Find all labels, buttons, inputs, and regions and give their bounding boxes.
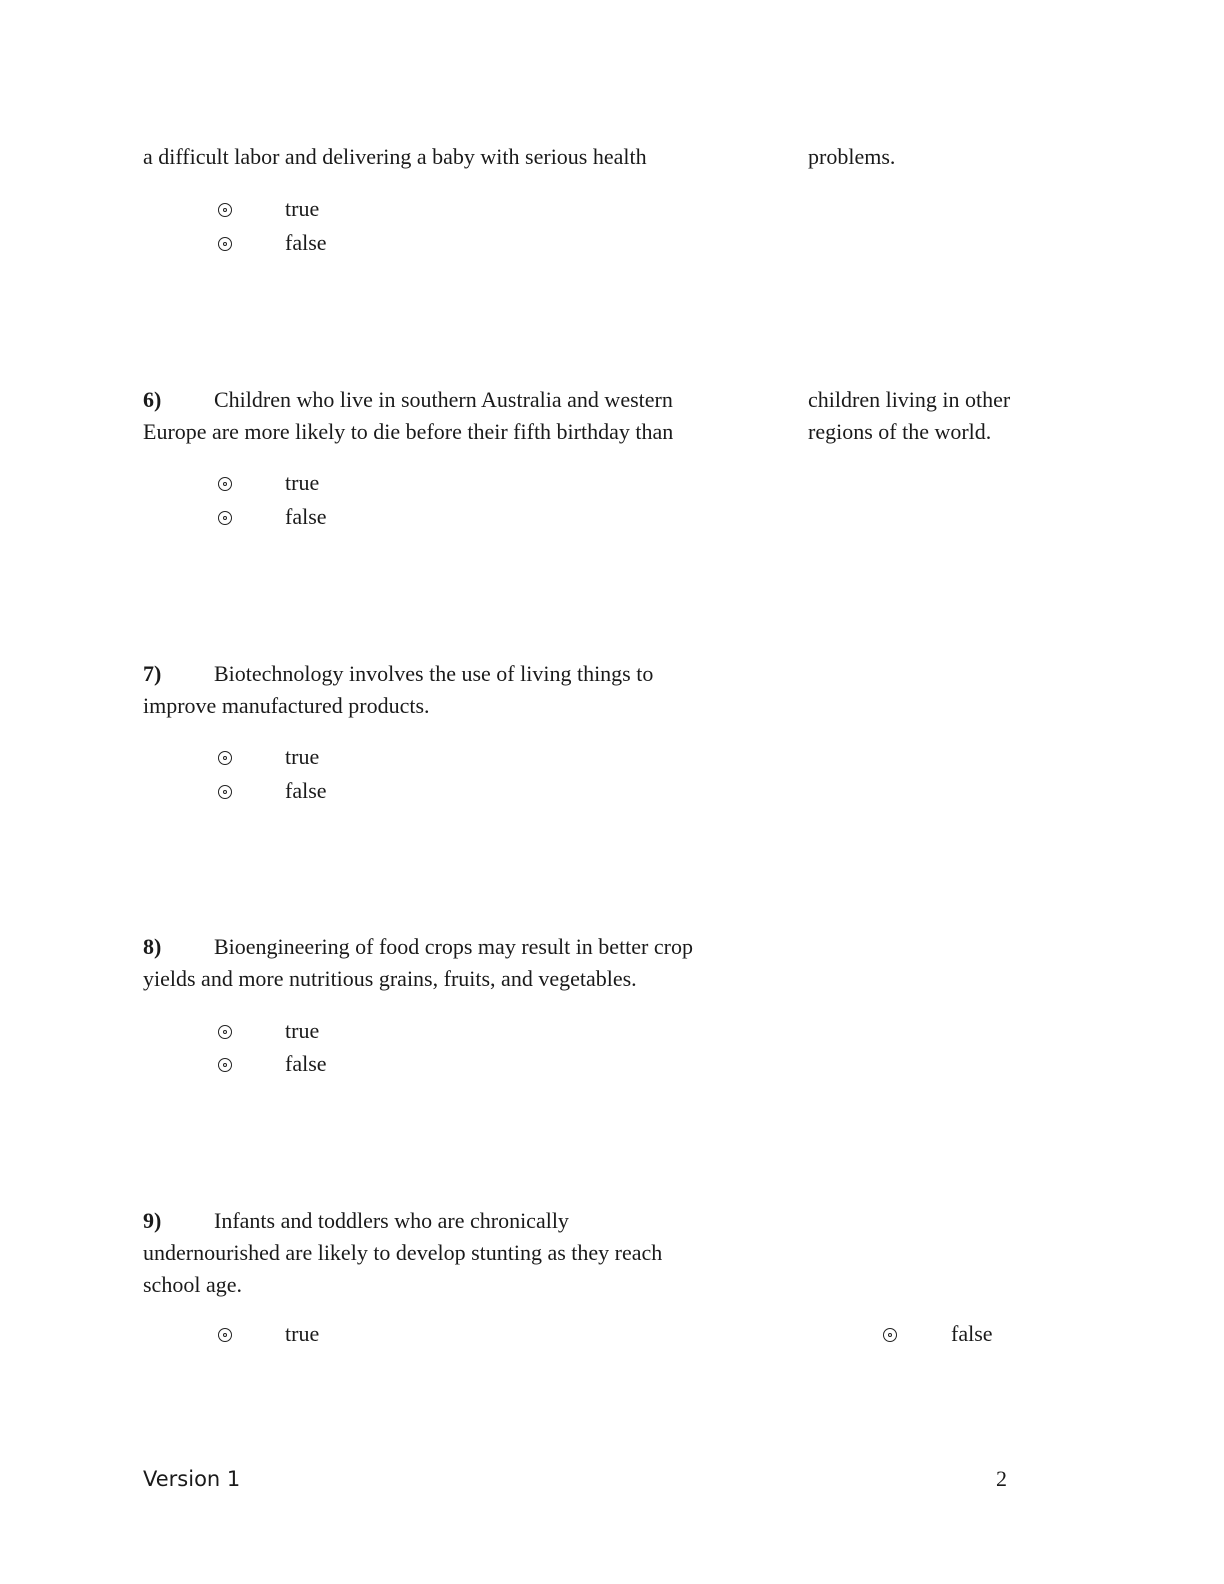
question-number: 9) bbox=[143, 1208, 162, 1233]
option-label-q5-true: true bbox=[285, 196, 320, 221]
option-label-q5-false: false bbox=[285, 230, 327, 255]
radio-q9-false[interactable] bbox=[883, 1328, 897, 1342]
option-label-q8-false: false bbox=[285, 1051, 327, 1076]
radio-q8-false[interactable] bbox=[218, 1058, 232, 1072]
question-number: 6) bbox=[143, 387, 162, 412]
radio-q8-true[interactable] bbox=[218, 1025, 232, 1039]
radio-q6-false[interactable] bbox=[218, 511, 232, 525]
question-number: 8) bbox=[143, 934, 162, 959]
question-8-text-line-2: yields and more nutritious grains, fruits, and vegetables. bbox=[143, 966, 637, 991]
footer-version: Version 1 bbox=[143, 1467, 241, 1491]
question-6-text-line-1: Children who live in southern Australia and western bbox=[214, 387, 673, 412]
radio-q7-true[interactable] bbox=[218, 751, 232, 765]
question-9-text-line-3: school age. bbox=[143, 1272, 242, 1297]
question-8-text-line-1: Bioengineering of food crops may result in better crop bbox=[214, 934, 693, 959]
radio-q6-true[interactable] bbox=[218, 477, 232, 491]
option-label-q7-false: false bbox=[285, 778, 327, 803]
question-6-text-line-2: Europe are more likely to die before their fifth birthday than bbox=[143, 419, 674, 444]
question-number: 7) bbox=[143, 661, 162, 686]
option-label-q9-false: false bbox=[951, 1321, 993, 1346]
page-number: 2 bbox=[996, 1466, 1007, 1491]
radio-q5-false[interactable] bbox=[218, 237, 232, 251]
question-6-text-right-1: children living in other bbox=[808, 387, 1011, 412]
option-label-q8-true: true bbox=[285, 1018, 320, 1043]
option-label-q6-false: false bbox=[285, 504, 327, 529]
question-7-text-line-2: improve manufactured products. bbox=[143, 693, 430, 718]
question-9-text-line-1: Infants and toddlers who are chronically bbox=[214, 1208, 569, 1233]
radio-q5-true[interactable] bbox=[218, 203, 232, 217]
question-5-text-right-1: problems. bbox=[808, 144, 896, 169]
question-9-text-line-2: undernourished are likely to develop stunting as they reach bbox=[143, 1240, 663, 1265]
option-label-q7-true: true bbox=[285, 744, 320, 769]
question-5-text-line-1: a difficult labor and delivering a baby with serious health bbox=[143, 144, 647, 169]
question-6-text-right-2: regions of the world. bbox=[808, 419, 992, 444]
option-label-q6-true: true bbox=[285, 470, 320, 495]
radio-q7-false[interactable] bbox=[218, 785, 232, 799]
question-7-text-line-1: Biotechnology involves the use of living things to bbox=[214, 661, 654, 686]
radio-q9-true[interactable] bbox=[218, 1328, 232, 1342]
option-label-q9-true: true bbox=[285, 1321, 320, 1346]
